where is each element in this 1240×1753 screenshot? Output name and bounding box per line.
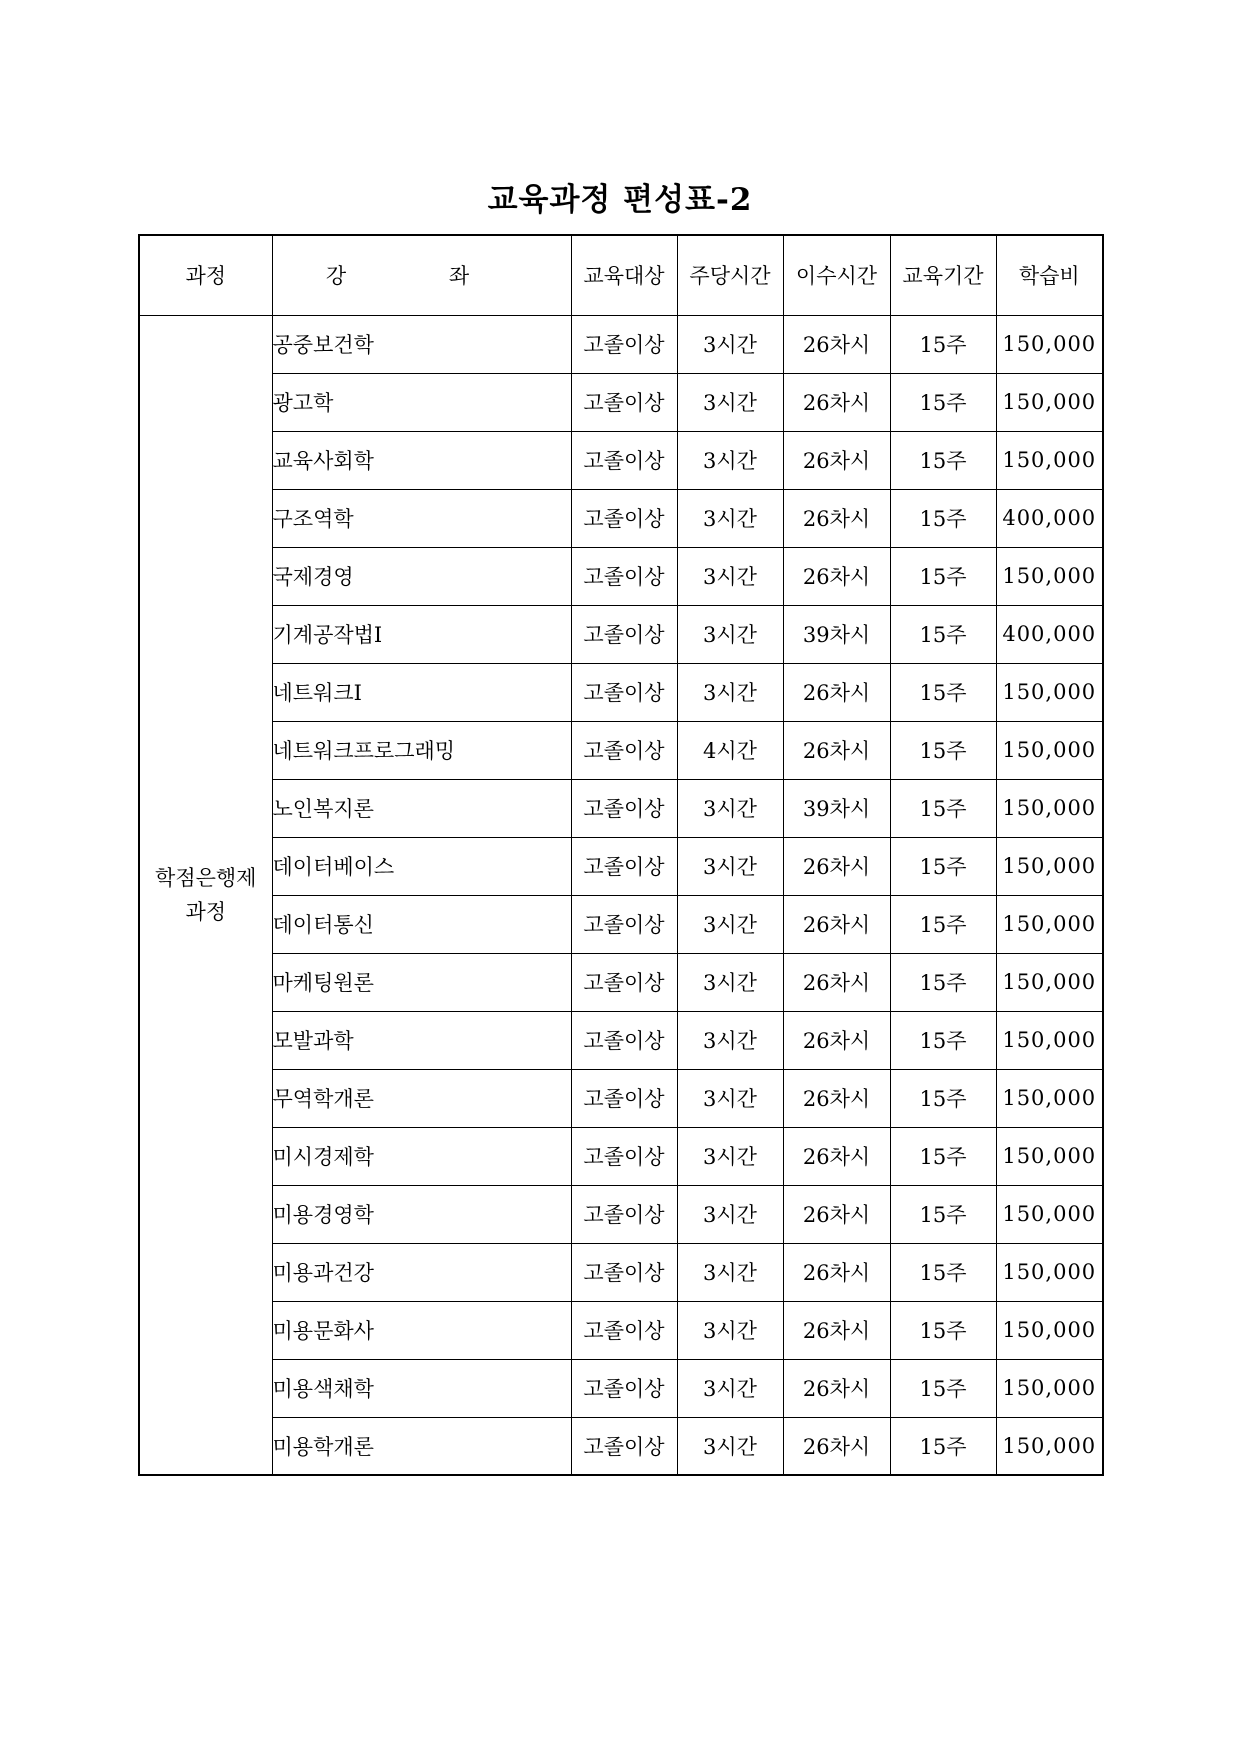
completion-hours-cell: 26차시 <box>783 1069 890 1127</box>
completion-hours-cell: 39차시 <box>783 779 890 837</box>
target-cell: 고졸이상 <box>571 315 677 373</box>
course-name-cell: 광고학 <box>272 373 571 431</box>
table-row <box>139 953 1103 1011</box>
completion-hours-cell: 26차시 <box>783 373 890 431</box>
target-cell: 고졸이상 <box>571 837 677 895</box>
target-cell: 고졸이상 <box>571 1301 677 1359</box>
period-cell: 15주 <box>890 489 996 547</box>
course-name-cell: 공중보건학 <box>272 315 571 373</box>
program-cell <box>139 315 272 1475</box>
weekly-hours-cell: 3시간 <box>677 1185 783 1243</box>
fee-cell: 150,000 <box>996 1243 1103 1301</box>
weekly-hours-cell: 3시간 <box>677 315 783 373</box>
period-cell: 15주 <box>890 663 996 721</box>
target-cell: 고졸이상 <box>571 1359 677 1417</box>
completion-hours-cell: 26차시 <box>783 315 890 373</box>
table-row <box>139 431 1103 489</box>
course-name-cell: 미용경영학 <box>272 1185 571 1243</box>
weekly-hours-cell: 3시간 <box>677 489 783 547</box>
completion-hours-cell: 39차시 <box>783 605 890 663</box>
weekly-hours-cell: 3시간 <box>677 1301 783 1359</box>
period-cell: 15주 <box>890 1359 996 1417</box>
period-cell: 15주 <box>890 315 996 373</box>
period-cell: 15주 <box>890 1417 996 1475</box>
course-name-cell: 미용학개론 <box>272 1417 571 1475</box>
table-row <box>139 605 1103 663</box>
fee-cell: 150,000 <box>996 953 1103 1011</box>
period-cell: 15주 <box>890 953 996 1011</box>
table-row <box>139 1011 1103 1069</box>
table-row <box>139 1069 1103 1127</box>
period-cell: 15주 <box>890 895 996 953</box>
table-row <box>139 315 1103 373</box>
target-cell: 고졸이상 <box>571 431 677 489</box>
weekly-hours-cell: 4시간 <box>677 721 783 779</box>
completion-hours-cell: 26차시 <box>783 895 890 953</box>
target-cell: 고졸이상 <box>571 489 677 547</box>
period-cell: 15주 <box>890 721 996 779</box>
completion-hours-cell: 26차시 <box>783 721 890 779</box>
table-row <box>139 489 1103 547</box>
fee-cell: 150,000 <box>996 721 1103 779</box>
program-name-line1: 학점은행제 <box>155 865 257 890</box>
period-cell: 15주 <box>890 1185 996 1243</box>
header-weekly-hours: 주당시간 <box>677 235 783 315</box>
table-row <box>139 1301 1103 1359</box>
completion-hours-cell: 26차시 <box>783 489 890 547</box>
fee-cell: 150,000 <box>996 1359 1103 1417</box>
period-cell: 15주 <box>890 837 996 895</box>
target-cell: 고졸이상 <box>571 373 677 431</box>
weekly-hours-cell: 3시간 <box>677 895 783 953</box>
completion-hours-cell: 26차시 <box>783 547 890 605</box>
completion-hours-cell: 26차시 <box>783 431 890 489</box>
weekly-hours-cell: 3시간 <box>677 779 783 837</box>
target-cell: 고졸이상 <box>571 1185 677 1243</box>
table-row <box>139 1127 1103 1185</box>
weekly-hours-cell: 3시간 <box>677 1011 783 1069</box>
fee-cell: 150,000 <box>996 1417 1103 1475</box>
period-cell: 15주 <box>890 547 996 605</box>
completion-hours-cell: 26차시 <box>783 1243 890 1301</box>
target-cell: 고졸이상 <box>571 605 677 663</box>
fee-cell: 150,000 <box>996 1011 1103 1069</box>
table-row <box>139 663 1103 721</box>
completion-hours-cell: 26차시 <box>783 837 890 895</box>
table-row <box>139 837 1103 895</box>
weekly-hours-cell: 3시간 <box>677 1069 783 1127</box>
target-cell: 고졸이상 <box>571 1127 677 1185</box>
completion-hours-cell: 26차시 <box>783 1185 890 1243</box>
fee-cell: 150,000 <box>996 373 1103 431</box>
target-cell: 고졸이상 <box>571 895 677 953</box>
weekly-hours-cell: 3시간 <box>677 547 783 605</box>
page-title: 교육과정 편성표-2 <box>487 182 753 218</box>
weekly-hours-cell: 3시간 <box>677 431 783 489</box>
course-name-cell: 교육사회학 <box>272 431 571 489</box>
period-cell: 15주 <box>890 1011 996 1069</box>
completion-hours-cell: 26차시 <box>783 1127 890 1185</box>
fee-cell: 150,000 <box>996 895 1103 953</box>
course-name-cell: 네트워크프로그래밍 <box>272 721 571 779</box>
fee-cell: 150,000 <box>996 547 1103 605</box>
curriculum-table <box>138 234 1104 1476</box>
table-row <box>139 779 1103 837</box>
course-name-cell: 기계공작법Ⅰ <box>272 605 571 663</box>
course-name-cell: 데이터베이스 <box>272 837 571 895</box>
header-course <box>272 235 571 315</box>
table-row <box>139 547 1103 605</box>
period-cell: 15주 <box>890 605 996 663</box>
fee-cell: 150,000 <box>996 431 1103 489</box>
header-course-label: 강 좌 <box>325 264 518 289</box>
completion-hours-cell: 26차시 <box>783 1011 890 1069</box>
weekly-hours-cell: 3시간 <box>677 1243 783 1301</box>
table-row <box>139 1417 1103 1475</box>
target-cell: 고졸이상 <box>571 1417 677 1475</box>
table-row <box>139 1185 1103 1243</box>
period-cell: 15주 <box>890 1069 996 1127</box>
fee-cell: 150,000 <box>996 837 1103 895</box>
target-cell: 고졸이상 <box>571 547 677 605</box>
period-cell: 15주 <box>890 1127 996 1185</box>
course-name-cell: 무역학개론 <box>272 1069 571 1127</box>
header-period: 교육기간 <box>890 235 996 315</box>
target-cell: 고졸이상 <box>571 1243 677 1301</box>
fee-cell: 150,000 <box>996 1069 1103 1127</box>
completion-hours-cell: 26차시 <box>783 1301 890 1359</box>
weekly-hours-cell: 3시간 <box>677 663 783 721</box>
fee-cell: 400,000 <box>996 489 1103 547</box>
fee-cell: 150,000 <box>996 1185 1103 1243</box>
fee-cell: 150,000 <box>996 1301 1103 1359</box>
completion-hours-cell: 26차시 <box>783 953 890 1011</box>
header-fee: 학습비 <box>996 235 1103 315</box>
course-name-cell: 국제경영 <box>272 547 571 605</box>
completion-hours-cell: 26차시 <box>783 1417 890 1475</box>
table-row <box>139 1359 1103 1417</box>
header-target: 교육대상 <box>571 235 677 315</box>
course-name-cell: 구조역학 <box>272 489 571 547</box>
period-cell: 15주 <box>890 1301 996 1359</box>
table-row <box>139 721 1103 779</box>
target-cell: 고졸이상 <box>571 721 677 779</box>
fee-cell: 150,000 <box>996 663 1103 721</box>
header-program: 과정 <box>139 235 272 315</box>
table-row <box>139 1243 1103 1301</box>
fee-cell: 150,000 <box>996 315 1103 373</box>
period-cell: 15주 <box>890 373 996 431</box>
completion-hours-cell: 26차시 <box>783 663 890 721</box>
course-name-cell: 데이터통신 <box>272 895 571 953</box>
header-completion-hours: 이수시간 <box>783 235 890 315</box>
period-cell: 15주 <box>890 779 996 837</box>
course-name-cell: 노인복지론 <box>272 779 571 837</box>
course-name-cell: 미시경제학 <box>272 1127 571 1185</box>
fee-cell: 400,000 <box>996 605 1103 663</box>
target-cell: 고졸이상 <box>571 1069 677 1127</box>
fee-cell: 150,000 <box>996 779 1103 837</box>
target-cell: 고졸이상 <box>571 953 677 1011</box>
course-name-cell: 네트워크Ⅰ <box>272 663 571 721</box>
course-name-cell: 미용문화사 <box>272 1301 571 1359</box>
target-cell: 고졸이상 <box>571 1011 677 1069</box>
target-cell: 고졸이상 <box>571 663 677 721</box>
weekly-hours-cell: 3시간 <box>677 373 783 431</box>
period-cell: 15주 <box>890 431 996 489</box>
weekly-hours-cell: 3시간 <box>677 1127 783 1185</box>
weekly-hours-cell: 3시간 <box>677 953 783 1011</box>
completion-hours-cell: 26차시 <box>783 1359 890 1417</box>
table-body <box>139 315 1103 1475</box>
weekly-hours-cell: 3시간 <box>677 1417 783 1475</box>
course-name-cell: 미용과건강 <box>272 1243 571 1301</box>
weekly-hours-cell: 3시간 <box>677 605 783 663</box>
table-row <box>139 373 1103 431</box>
fee-cell: 150,000 <box>996 1127 1103 1185</box>
table-header-row <box>139 235 1103 315</box>
course-name-cell: 미용색채학 <box>272 1359 571 1417</box>
weekly-hours-cell: 3시간 <box>677 1359 783 1417</box>
target-cell: 고졸이상 <box>571 779 677 837</box>
program-name-line2: 과정 <box>185 899 227 924</box>
course-name-cell: 마케팅원론 <box>272 953 571 1011</box>
course-name-cell: 모발과학 <box>272 1011 571 1069</box>
weekly-hours-cell: 3시간 <box>677 837 783 895</box>
period-cell: 15주 <box>890 1243 996 1301</box>
table-row <box>139 895 1103 953</box>
